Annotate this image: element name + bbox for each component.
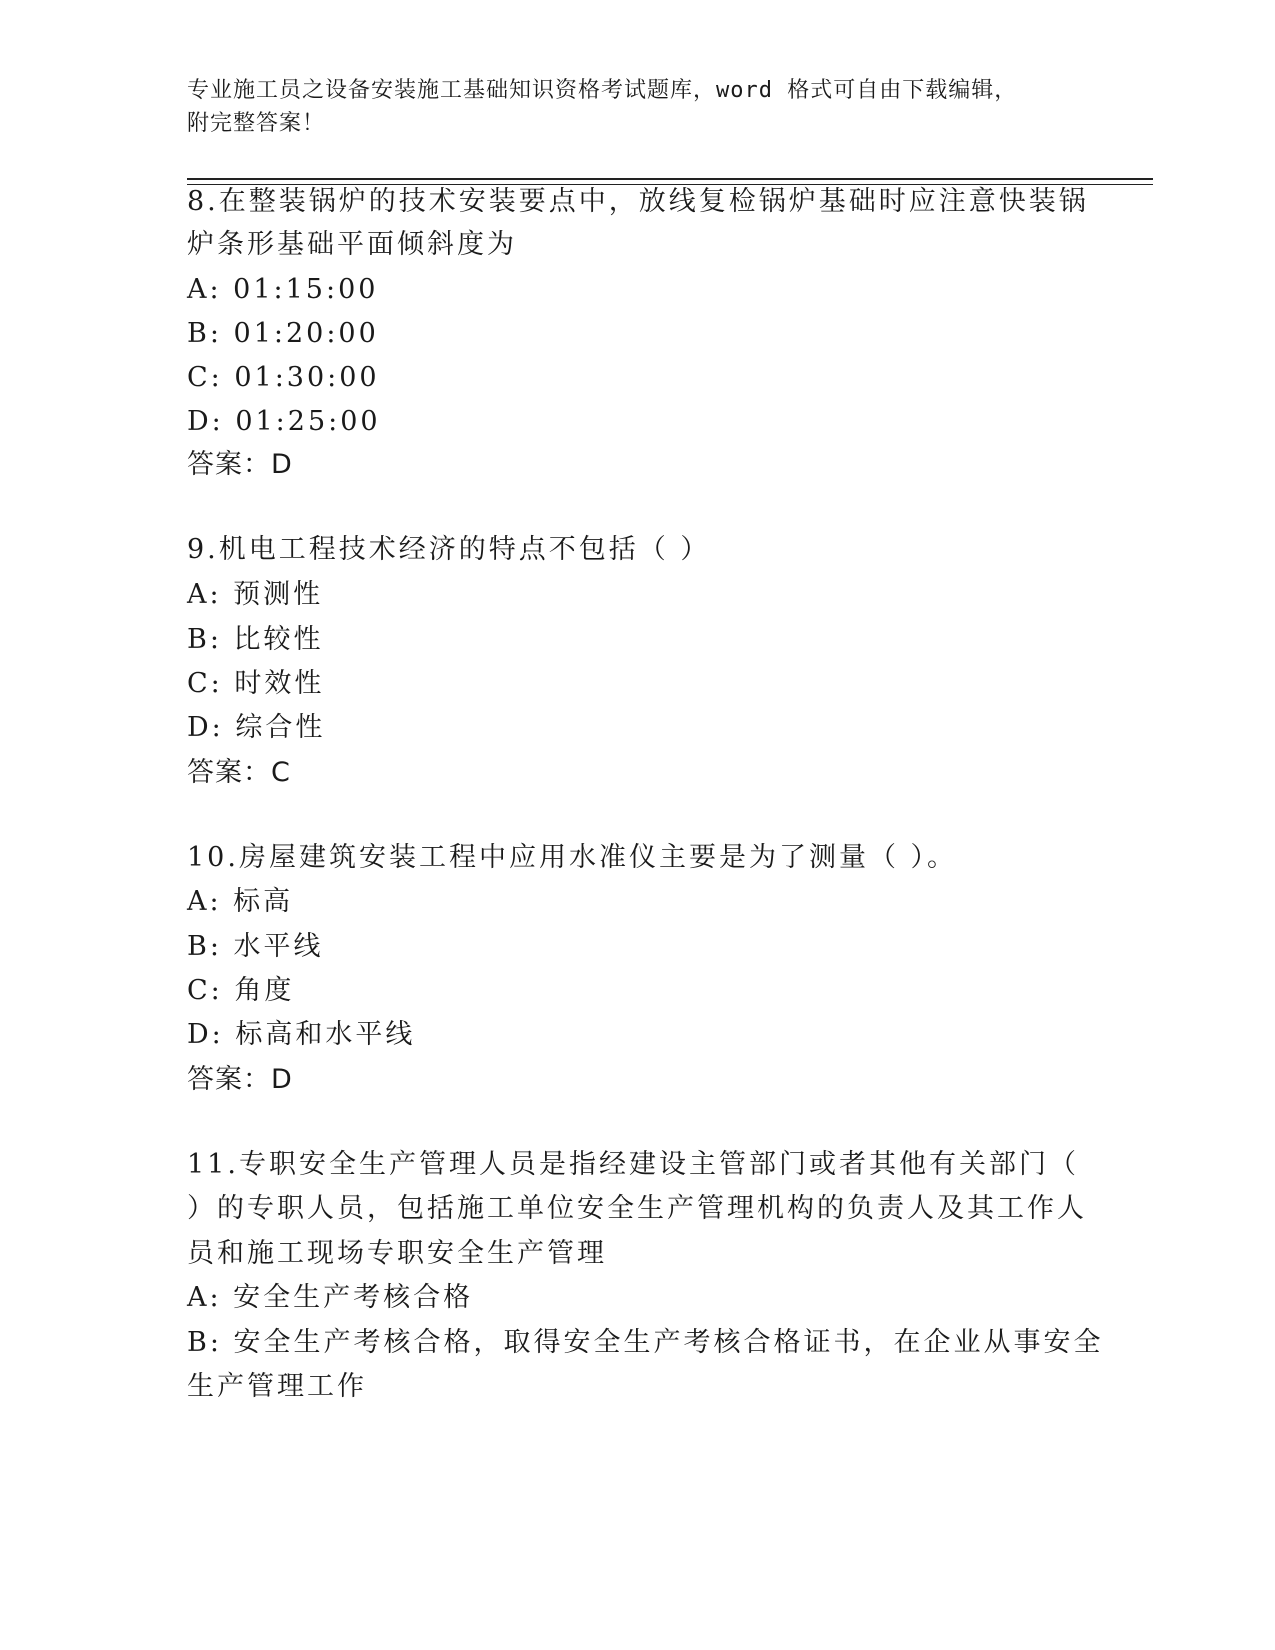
question-11-stem-line-3: 员和施工现场专职安全生产管理 bbox=[187, 1238, 607, 1269]
question-11-stem-line-2: ）的专职人员，包括施工单位安全生产管理机构的负责人及其工作人 bbox=[187, 1193, 1087, 1224]
question-9-option-c: C: 时效性 bbox=[187, 668, 325, 699]
question-8-option-b: B: 01:20:00 bbox=[187, 318, 379, 349]
question-10-option-b: B: 水平线 bbox=[187, 931, 324, 962]
question-8-stem-line-2: 炉条形基础平面倾斜度为 bbox=[187, 229, 517, 260]
question-11-option-a: A: 安全生产考核合格 bbox=[187, 1282, 474, 1313]
question-10-option-a: A: 标高 bbox=[187, 886, 294, 917]
question-8-stem-line-1: 8.在整装锅炉的技术安装要点中，放线复检锅炉基础时应注意快装锅 bbox=[187, 186, 1089, 217]
question-9-stem-line-1: 9.机电工程技术经济的特点不包括（ ） bbox=[187, 534, 711, 565]
question-8-option-c: C: 01:30:00 bbox=[187, 362, 380, 393]
question-10-option-d: D: 标高和水平线 bbox=[187, 1019, 416, 1050]
question-9-answer: 答案：C bbox=[187, 757, 291, 788]
question-9-option-b: B: 比较性 bbox=[187, 624, 324, 655]
question-11-option-b-continued: 生产管理工作 bbox=[187, 1371, 367, 1402]
document-header bbox=[187, 74, 1067, 140]
question-10-stem-line-1: 10.房屋建筑安装工程中应用水准仪主要是为了测量（ ）。 bbox=[187, 842, 958, 873]
question-8-option-a: A: 01:15:00 bbox=[187, 274, 379, 305]
question-8-option-d: D: 01:25:00 bbox=[187, 406, 381, 437]
question-11-stem-line-1: 11.专职安全生产管理人员是指经建设主管部门或者其他有关部门（ bbox=[187, 1149, 1079, 1180]
header-divider-thick bbox=[187, 178, 1153, 180]
header-line-1: 专业施工员之设备安装施工基础知识资格考试题库，word 格式可自由下载编辑， bbox=[187, 78, 1018, 103]
question-9-option-d: D: 综合性 bbox=[187, 712, 326, 743]
question-9-option-a: A: 预测性 bbox=[187, 579, 324, 610]
question-10-option-c: C: 角度 bbox=[187, 975, 295, 1006]
header-line-2: 附完整答案！ bbox=[187, 111, 326, 136]
question-11-option-b: B: 安全生产考核合格，取得安全生产考核合格证书，在企业从事安全 bbox=[187, 1327, 1104, 1358]
question-8-answer: 答案：D bbox=[187, 449, 293, 480]
question-10-answer: 答案：D bbox=[187, 1064, 293, 1095]
